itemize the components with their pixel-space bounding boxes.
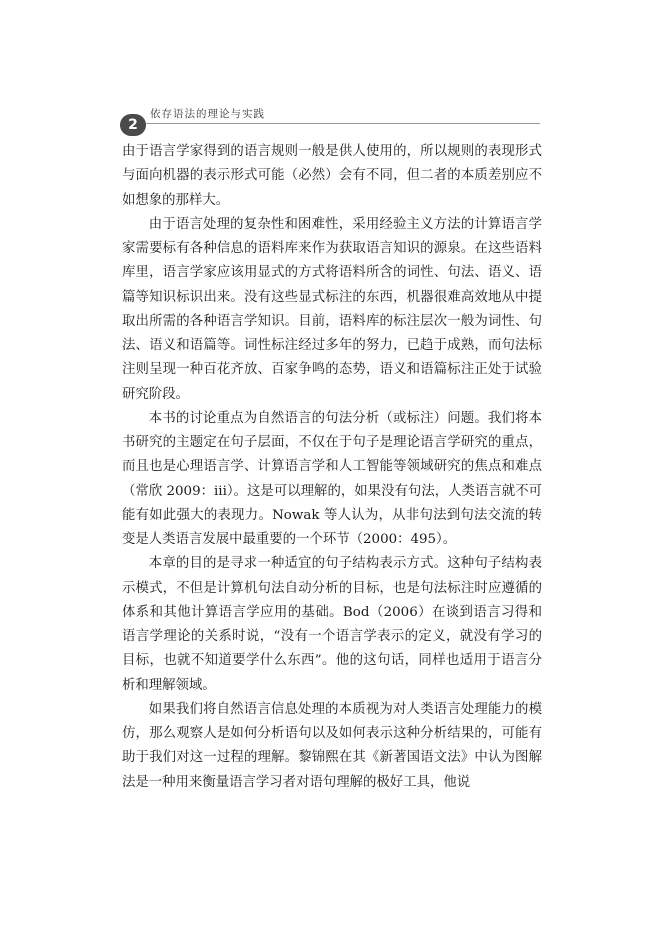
header-rule — [146, 123, 540, 124]
running-title: 依存语法的理论与实践 — [150, 108, 265, 120]
paragraph: 本章的目的是寻求一种适宜的句子结构表示方式。这种句子结构表示模式，不但是计算机句法自动分析的目标，也是句法标注时应遵循的体系和其他计算语言学应用的基础。Bod（2006）在谈到语言习得和语言学理论的关系时说，“没有一个语言学表示的定义，就没有学习的目标，也就不知道要学什么东西”。他的这句话，同样也适用于语言分析和理解领域。 — [122, 556, 542, 693]
paragraph-continued: 由于语言学家得到的语言规则一般是供人使用的，所以规则的表现形式与面向机器的表示形式可能（必然）会有不同，但二者的本质差别应不如想象的那样大。 — [122, 144, 542, 208]
paragraph: 本书的讨论重点为自然语言的句法分析（或标注）问题。我们将本书研究的主题定在句子层面，不仅在于句子是理论语言学研究的重点，而且也是心理语言学、计算语言学和人工智能等领域研究的焦点和难点（常欣 2009：iii）。这是可以理解的，如果没有句法，人类语言就不可能有如此强大的表现力。Nowak 等人认为，从非句法到句法交流的转变是人类语言发展中最重要的一个环节（2000：495）。 — [122, 410, 542, 547]
running-header — [120, 106, 540, 136]
paragraph: 如果我们将自然语言信息处理的本质视为对人类语言处理能力的模仿，那么观察人是如何分析语句以及如何表示这种分析结果的，可能有助于我们对这一过程的理解。黎锦熙在其《新著国语文法》中认为图解法是一种用来衡量语言学习者对语句理解的极好工具，他说 — [122, 701, 542, 790]
paragraph: 由于语言处理的复杂性和困难性，采用经验主义方法的计算语言学家需要标有各种信息的语料库来作为获取语言知识的源泉。在这些语料库里，语言学家应该用显式的方式将语料所含的词性、句法、语义、语篇等知识标识出来。没有这些显式标注的东西，机器很难高效地从中提取出所需的各种语言学知识。目前，语料库的标注层次一般为词性、句法、语义和语篇等。词性标注经过多年的努力，已趋于成熟，而句法标注则呈现一种百花齐放、百家争鸣的态势，语义和语篇标注正处于试验研究阶段。 — [122, 216, 542, 402]
body-text — [122, 140, 542, 795]
page-number-badge: 2 — [120, 114, 146, 136]
